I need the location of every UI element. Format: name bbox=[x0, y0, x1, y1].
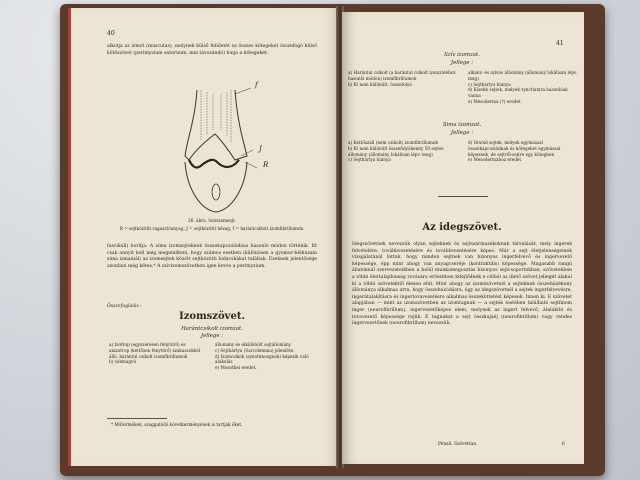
list-item: b) Ki nem különült, összefolyó bbox=[348, 81, 412, 87]
section-divider bbox=[438, 196, 488, 197]
list-item: d) Kisebb sejtek, melyek synctiumra hasonlóak vanna bbox=[468, 87, 568, 99]
body-paragraph: fascikuli) borítja. A sima izomsejteknek összekapcsolódása hasonló módon történik. Itt csak annyit kell még megemlíteni, hogy számos esetben (különösen a gyomor-bélhuzam sima izmainál) az izomsejtek között sejtközötti hidacskákat találtak. Ezeknek jelentősége azonban még kétes.* A szívizomszövetben igen kevés a perimysium. bbox=[107, 244, 317, 269]
page-number: 41 bbox=[556, 40, 564, 47]
traits-label: Jellege : bbox=[200, 333, 224, 339]
body-paragraph: Idegszövetnek nevezzük olyan sejteknek és sejtszármazékoknak társulását, mely ingerek felvételére, továbbvezetésére és továbbvezetésére képes. Már a sejt életjelenségeinek vizsgálatánál láttuk, hogy minden sejtnek van bizonyos ingerfelvevő és ingervezető képessége, épp mint ahogy van anyagcseréje (kontraktilis) képessége. Magasabb rangú állatoknál szervezeteikben a belül munkamegosztás bizonyos sejtcsoportokban, szövetekben a többi élettulajdonság rovására erősebben kifejlődnek e célból az illető szövet jellegét alakul ki a többi szövetektől élesen elüt. Mint ahogy az izomszövetnél a sejteknek összehúzékony állománya alkalmas arra, hogy összehúzódásra, úgy az idegszövetnél a sejtek ingerfelvevésre, ingerátalakításra és ingertovavezetésre alkalmas összeköttetést képesek. Innen ki. E szövetet alapjában — mint az izomszövetben az izomtagnak — a sejtek testében található sejtfinom inger (neurofibrillum), ingervezetőképes elem, melynek az ingert felvevő, átalakító és tovavezető képessége rejlik. E tagnakat a sejt összkajáéj (neurofibrillum) vagy rendes ingervezetőnek (neurofibrillum) nevezzük. bbox=[352, 242, 572, 327]
list-item: d) Izomcsíkok (synotimusgnek) képezik való alakulás bbox=[215, 353, 309, 365]
figure-label-f: f bbox=[255, 81, 258, 89]
mid-right-column bbox=[468, 140, 578, 163]
list-item: e) Mesoderma (?) eredet. bbox=[468, 98, 522, 104]
footnote-divider bbox=[107, 418, 167, 419]
mid-left-column bbox=[348, 140, 458, 163]
traits-label: Jellege : bbox=[450, 60, 474, 66]
list-item: alkanz- és szívós állomány (állomány lokálisan lépv. meg) bbox=[468, 70, 578, 81]
header-title: Szív izomzat. bbox=[444, 52, 480, 58]
list-item: e) Mesodermához eredet. bbox=[468, 157, 523, 163]
list-item: c) Sejthártya hiánya bbox=[348, 157, 391, 163]
top-left-column bbox=[348, 70, 458, 87]
subsection-title: Harántcsíkolt izomzat. bbox=[181, 326, 243, 332]
list-item: b) Ki nem különült összefolyókenny 50 sejtes állomány (állomány lokálisan lépv. meg) bbox=[348, 145, 444, 157]
footer-left: Pénzli. Szövettan. bbox=[438, 442, 478, 447]
list-item: a) Kettőszáll (nem csíkolt) izomfibrillumok bbox=[348, 140, 438, 145]
traits-left-column bbox=[109, 342, 207, 365]
list-item: a) Izotrop (egyszeresen fénytörő) és anizotrop (kettősen fénytörő) szakaszokból álló, harántul csíkolt izomfibrillumok bbox=[109, 342, 201, 359]
section-title: Az idegszövet. bbox=[422, 222, 502, 233]
list-item: c) Sejthártya (Sarcolemma) jelenléte. bbox=[215, 347, 295, 353]
top-paragraph: alkotja az izmot (musculus), melynek külső felületét az összes kötegeket összefogó külső kötőszövet (perimysium externum, mm távozándó) fonja a kötegeket. bbox=[107, 44, 317, 56]
right-page bbox=[342, 12, 584, 464]
list-item: e) Mosothei eredet. bbox=[215, 365, 257, 371]
list-item: állomány és elkülönült sejtállomány bbox=[215, 342, 292, 347]
list-item: d) Orsóid sejtek, melyek egymással összekapcsolódnak és kötegeket egymással képeznek, de sejtről-sejtre egy kötegben bbox=[468, 140, 561, 157]
figure-label-r: R bbox=[263, 161, 269, 169]
figure-label-j: J bbox=[259, 145, 262, 153]
footer-right: 6 bbox=[562, 442, 565, 447]
list-item: b) sokmagvú bbox=[109, 359, 137, 365]
top-right-column bbox=[468, 70, 578, 105]
summary-label: Összefoglalás : bbox=[107, 304, 142, 309]
smooth-header: Sima izomzat. bbox=[442, 122, 482, 128]
left-page bbox=[68, 8, 341, 466]
section-title: Izomszövet. bbox=[179, 311, 245, 322]
figure-legend: R = sejtközötti ragasztóanyag, J = sejtközötti hézag, f = harántcsíkolt izomfibrillumok. bbox=[119, 226, 305, 231]
list-item: a) Harántul csíkolt (a harántul csíkolt izomzatéhoz hasonló módon) izomfibrillumok bbox=[348, 70, 456, 81]
smooth-traits-label: Jellege : bbox=[450, 130, 474, 136]
traits-right-column bbox=[215, 342, 315, 371]
list-item: c) Sejthártya hiánya bbox=[468, 81, 511, 87]
page-number: 40 bbox=[107, 30, 115, 37]
figure-caption: 26. ábra. Szívizomsejt. bbox=[187, 218, 237, 223]
footnote: * Műtermékek, szaggatódó következményének is tartják őket. bbox=[111, 422, 243, 427]
